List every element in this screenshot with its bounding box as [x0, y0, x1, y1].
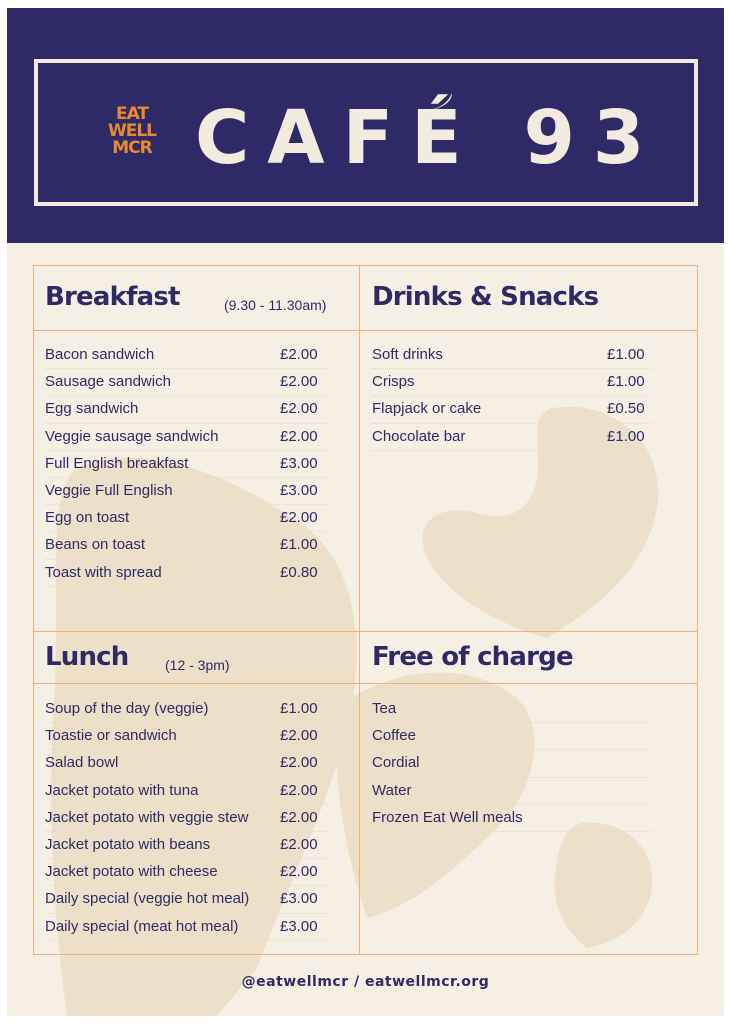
- section-title: Free of charge: [372, 642, 573, 672]
- logo-line: EAT: [115, 104, 149, 124]
- item-price: £3.00: [280, 917, 318, 935]
- item-name: Full English breakfast: [45, 454, 189, 472]
- section-title: Drinks & Snacks: [372, 282, 599, 312]
- drinks-list: [372, 342, 652, 451]
- item-price: £2.00: [280, 727, 318, 745]
- menu-item: [45, 396, 330, 423]
- item-price: £2.00: [280, 400, 318, 418]
- item-name: Egg sandwich: [45, 400, 139, 418]
- menu-item: [372, 424, 652, 451]
- item-name: Jacket potato with cheese: [45, 863, 218, 881]
- menu-item: [372, 778, 652, 805]
- menu-item: [372, 396, 652, 423]
- item-name: Sausage sandwich: [45, 373, 171, 391]
- menu-grid: [33, 265, 698, 955]
- row-divider: [34, 683, 697, 684]
- item-name: Tea: [372, 700, 397, 717]
- menu-item: [45, 532, 330, 559]
- item-price: £0.50: [607, 400, 645, 418]
- menu-item: [45, 505, 330, 532]
- item-name: Egg on toast: [45, 509, 130, 527]
- menu-item: [45, 451, 330, 478]
- menu-item: [372, 750, 652, 777]
- menu-item: [45, 805, 330, 832]
- menu-item: [45, 914, 330, 941]
- item-name: Veggie sausage sandwich: [45, 427, 219, 445]
- menu-item: [45, 750, 330, 777]
- menu-item: [372, 342, 652, 369]
- free-list: [372, 696, 652, 832]
- item-price: £2.00: [280, 509, 318, 527]
- cafe-title: CAFÉ 93: [195, 95, 663, 181]
- item-price: £0.80: [280, 563, 318, 581]
- menu-item: [372, 805, 652, 832]
- item-price: £3.00: [280, 481, 318, 499]
- item-price: £1.00: [280, 536, 318, 554]
- item-price: £2.00: [280, 427, 318, 445]
- item-price: £2.00: [280, 808, 318, 826]
- menu-item: [45, 832, 330, 859]
- menu-item: [45, 560, 330, 587]
- menu-item: [45, 424, 330, 451]
- item-name: Frozen Eat Well meals: [372, 808, 523, 826]
- item-name: Crisps: [372, 373, 415, 391]
- breakfast-list: [45, 342, 330, 587]
- menu-item: [372, 723, 652, 750]
- item-name: Soup of the day (veggie): [45, 700, 209, 717]
- item-name: Toastie or sandwich: [45, 727, 177, 745]
- item-name: Daily special (veggie hot meal): [45, 890, 250, 908]
- item-price: £2.00: [280, 754, 318, 772]
- column-divider: [359, 266, 360, 954]
- item-price: £3.00: [280, 454, 318, 472]
- menu-item: [45, 723, 330, 750]
- item-price: £2.00: [280, 346, 318, 363]
- item-name: Bacon sandwich: [45, 346, 155, 363]
- item-name: Flapjack or cake: [372, 400, 482, 418]
- item-price: £2.00: [280, 863, 318, 881]
- section-title: Lunch: [45, 642, 129, 672]
- item-price: £1.00: [607, 427, 645, 445]
- logo-line: MCR: [112, 138, 152, 158]
- menu-page: [7, 8, 724, 1016]
- item-price: £1.00: [280, 700, 318, 717]
- item-name: Daily special (meat hot meal): [45, 917, 239, 935]
- row-divider: [34, 330, 697, 331]
- logo-line: WELL: [107, 121, 157, 141]
- menu-item: [372, 369, 652, 396]
- accent-swoosh-icon: [422, 91, 454, 113]
- item-name: Water: [372, 781, 412, 799]
- item-price: £2.00: [280, 373, 318, 391]
- item-name: Cordial: [372, 754, 420, 772]
- item-name: Jacket potato with tuna: [45, 781, 199, 799]
- item-name: Toast with spread: [45, 563, 162, 581]
- item-name: Veggie Full English: [45, 481, 173, 499]
- menu-item: [45, 696, 330, 723]
- item-name: Jacket potato with veggie stew: [45, 808, 249, 826]
- header-frame: [34, 59, 698, 206]
- lunch-list: [45, 696, 330, 941]
- header-banner: [7, 8, 724, 243]
- section-hours: (9.30 - 11.30am): [224, 297, 327, 313]
- menu-item: [45, 778, 330, 805]
- item-name: Beans on toast: [45, 536, 146, 554]
- item-price: £2.00: [280, 835, 318, 853]
- menu-item: [372, 696, 652, 723]
- footer-contact: @eatwellmcr / eatwellmcr.org: [241, 974, 490, 990]
- menu-item: [45, 478, 330, 505]
- item-name: Soft drinks: [372, 346, 443, 363]
- menu-item: [45, 859, 330, 886]
- item-name: Chocolate bar: [372, 427, 466, 445]
- item-name: Salad bowl: [45, 754, 119, 772]
- menu-item: [45, 369, 330, 396]
- item-name: Coffee: [372, 727, 416, 745]
- item-price: £1.00: [607, 373, 645, 391]
- section-hours: (12 - 3pm): [165, 657, 230, 673]
- item-price: £2.00: [280, 781, 318, 799]
- item-name: Jacket potato with beans: [45, 835, 211, 853]
- eat-well-mcr-logo: [106, 106, 158, 164]
- section-title: Breakfast: [45, 282, 180, 312]
- item-price: £3.00: [280, 890, 318, 908]
- menu-item: [45, 342, 330, 369]
- item-price: £1.00: [607, 346, 645, 363]
- menu-item: [45, 886, 330, 913]
- row-divider: [34, 631, 697, 632]
